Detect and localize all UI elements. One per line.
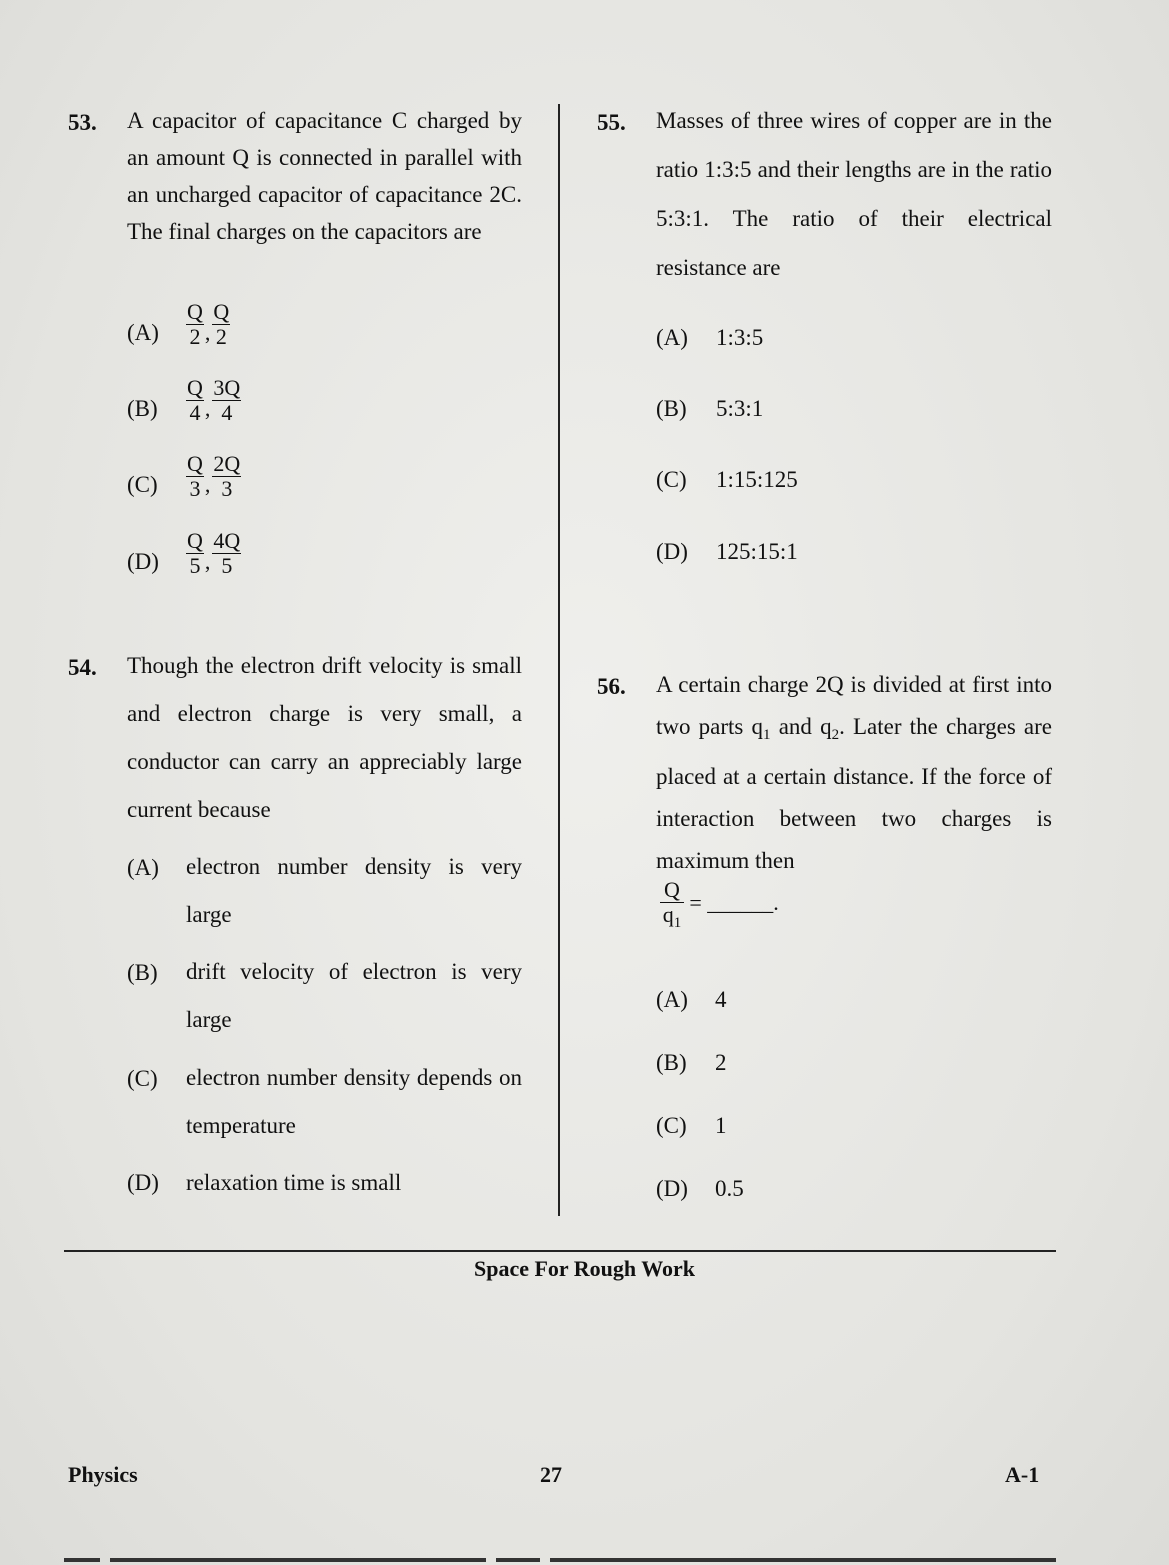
option-label: (D) <box>127 549 159 574</box>
fraction-denominator: 3 <box>189 476 201 501</box>
option-text: electron number density is very large <box>186 854 522 927</box>
fraction-numerator: Q <box>187 528 203 553</box>
fraction-answer: $\frac{Q}{3}$ , $\frac{2Q}{3}$ <box>187 451 241 501</box>
option-label: (A) <box>127 320 159 345</box>
column-divider <box>558 104 560 1216</box>
question-text: A capacitor of capacitance C charged by an amount Q is connected in parallel with an uncharged capacitor of capacitance 2C. The final charges on the capacitors are <box>127 108 522 244</box>
option-label: (B) <box>656 396 687 421</box>
option-label: (C) <box>656 1113 687 1138</box>
option-label: (A) <box>127 855 159 880</box>
option-text: electron number density depends on temperature <box>186 1065 522 1138</box>
option-label: (D) <box>656 1176 688 1201</box>
subject-label: Physics <box>68 1462 138 1487</box>
answer-blank: = ______. <box>689 889 779 915</box>
option-label: (D) <box>656 539 688 564</box>
option-text: relaxation time is small <box>186 1170 402 1195</box>
rough-work-heading: Space For Rough Work <box>473 1256 696 1281</box>
option-label: (B) <box>127 960 158 985</box>
fraction-numerator: Q <box>660 878 684 903</box>
fraction-answer: $\frac{Q}{4}$ , $\frac{3Q}{4}$ <box>187 375 241 425</box>
subscript: 1 <box>763 727 771 743</box>
fraction-numerator: Q <box>187 299 203 324</box>
bottom-rule <box>550 1558 1056 1562</box>
option-label: (C) <box>127 1066 158 1091</box>
ratio-expression <box>660 878 779 935</box>
footer-rule <box>64 1250 1056 1252</box>
option-label: (C) <box>656 467 687 492</box>
question-text-part: . Later the charges are placed at a certain distance. If the force of interaction between two charges is maximum then <box>656 714 1053 873</box>
fraction-denominator: 4 <box>221 400 233 425</box>
option-text: 0.5 <box>715 1176 744 1201</box>
option-text: 125:15:1 <box>716 539 798 564</box>
option-text: drift velocity of electron is very large <box>186 959 522 1032</box>
fraction-numerator: 4Q <box>213 528 241 553</box>
question-text: Masses of three wires of copper are in the ratio 1:3:5 and their lengths are in the ratio 5:3:1. The ratio of their electrical resistance are <box>656 108 1052 280</box>
fraction-numerator: 2Q <box>213 451 241 476</box>
question-number: 55. <box>597 110 626 135</box>
option-text: 1 <box>715 1113 727 1138</box>
fraction-denominator: 2 <box>215 324 227 349</box>
fraction-denominator <box>660 903 684 935</box>
fraction-numerator: Q <box>187 451 203 476</box>
question-text: Though the electron drift velocity is small and electron charge is very small, a conductor can carry an appreciably large current because <box>127 653 522 822</box>
subscript: 2 <box>831 727 840 743</box>
fraction-numerator: Q <box>187 375 203 400</box>
question-number: 53. <box>68 110 97 135</box>
bottom-rule <box>110 1558 486 1562</box>
option-text: 5:3:1 <box>716 396 764 421</box>
fraction-denominator: 5 <box>189 553 201 578</box>
option-label: (C) <box>127 472 158 497</box>
fraction-answer: $\frac{Q}{2}$ , $\frac{Q}{2}$ <box>187 299 230 349</box>
option-label: (A) <box>656 987 688 1012</box>
question-text-part: and q <box>770 714 832 739</box>
option-text: 2 <box>715 1050 727 1075</box>
option-text: 1:15:125 <box>716 467 798 492</box>
question-text <box>656 664 1052 882</box>
fraction-numerator: 3Q <box>213 375 241 400</box>
fraction-denominator: 2 <box>189 324 201 349</box>
booklet-code: A-1 <box>1005 1462 1040 1487</box>
option-label: (B) <box>127 396 158 421</box>
option-label: (D) <box>127 1170 159 1195</box>
option-text: 1:3:5 <box>716 325 764 350</box>
bottom-rule <box>496 1558 540 1562</box>
fraction-denominator: 3 <box>221 476 233 501</box>
question-text-part: A certain charge 2Q is divided at first into two parts q <box>656 672 1052 739</box>
option-text: 4 <box>715 987 727 1012</box>
question-number: 56. <box>597 674 626 699</box>
page-number: 27 <box>540 1462 562 1487</box>
bottom-rule <box>64 1558 100 1562</box>
fraction-numerator: Q <box>213 299 230 324</box>
fraction-denominator: 4 <box>189 400 201 425</box>
option-label: (A) <box>656 325 688 350</box>
fraction-answer: $\frac{Q}{5}$ , $\frac{4Q}{5}$ <box>187 528 241 578</box>
option-label: (B) <box>656 1050 687 1075</box>
fraction-denominator-var: q <box>662 902 674 927</box>
subscript: 1 <box>673 915 682 931</box>
question-number: 54. <box>68 655 97 680</box>
fraction-denominator: 5 <box>221 553 233 578</box>
